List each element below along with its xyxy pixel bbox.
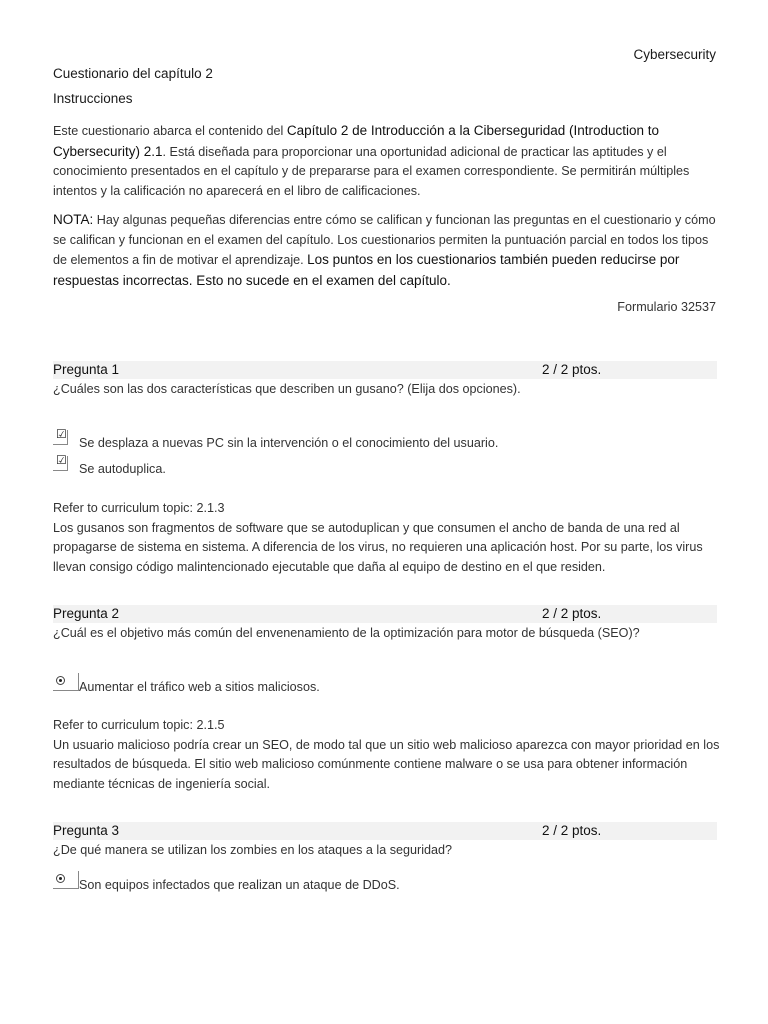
question-2-points: 2 / 2 ptos. — [542, 606, 602, 621]
radio-button[interactable] — [53, 673, 79, 691]
radio-button[interactable] — [53, 871, 79, 889]
question-1-topic: Refer to curriculum topic: 2.1.3 — [53, 501, 225, 515]
question-2-explanation: Un usuario malicioso podría crear un SEO, de modo tal que un sitio web malicioso aparezca con mayor prioridad en los resultados de búsqueda. El sitio web malicioso comúnmente contiene malware o se usa para obtener información mediante técnicas de ingeniería social. — [53, 737, 720, 791]
option-text: Aumentar el tráfico web a sitios maliciosos. — [79, 680, 320, 694]
question-2-feedback — [53, 716, 723, 794]
question-3-text: ¿De qué manera se utilizan los zombies en los ataques a la seguridad? — [53, 843, 453, 857]
question-3-label: Pregunta 3 — [53, 823, 120, 838]
option-text: Se autoduplica. — [79, 462, 166, 476]
question-2-label: Pregunta 2 — [53, 606, 120, 621]
question-3-header — [53, 822, 717, 840]
question-3-points: 2 / 2 ptos. — [542, 823, 602, 838]
question-1-points: 2 / 2 ptos. — [542, 362, 602, 377]
question-1-feedback — [53, 499, 723, 577]
checkbox[interactable] — [53, 427, 68, 445]
checkbox[interactable] — [53, 453, 68, 471]
question-1-header — [53, 361, 717, 379]
question-2-header — [53, 605, 717, 623]
option-text: Son equipos infectados que realizan un ataque de DDoS. — [79, 878, 400, 892]
option-text: Se desplaza a nuevas PC sin la intervención o el conocimiento del usuario. — [79, 436, 499, 450]
instructions-heading: Instrucciones — [53, 91, 133, 106]
radio-selected-icon — [56, 676, 65, 685]
page-title: Cuestionario del capítulo 2 — [53, 66, 213, 81]
question-2-text: ¿Cuál es el objetivo más común del envenenamiento de la optimización para motor de búsqueda (SEO)? — [53, 626, 640, 640]
question-1-text: ¿Cuáles son las dos características que describen un gusano? (Elija dos opciones). — [53, 382, 521, 396]
header-subject: Cybersecurity — [633, 47, 716, 62]
form-id: Formulario 32537 — [617, 300, 716, 314]
nota-text: Hay algunas pequeñas diferencias entre cómo se califican y funcionan las preguntas en el cuestionario y cómo se califican y funcionan en el examen del capítulo. Los cuestionarios permiten la puntuación parcial en todos los tipos de elementos a fin de motivar el aprendizaje. — [53, 213, 716, 267]
intro-text-2: . Está diseñada para proporcionar una oportunidad adicional de practicar las aptitudes y el conocimiento presentados en el capítulo y de prepararse para el examen correspondiente. Se permitirán múltiples intentos y la calificación no aparecerá en el libro de calificaciones. — [53, 144, 690, 198]
nota-label: NOTA: — [53, 212, 94, 227]
radio-selected-icon — [56, 874, 65, 883]
nota-paragraph — [53, 210, 721, 291]
intro-text-1: Este cuestionario abarca el contenido del — [53, 124, 287, 138]
intro-course-name: Capítulo 2 de Introducción a la Ciberseguridad (Introduction to Cybersecurity) 2.1 — [53, 123, 660, 159]
question-1-label: Pregunta 1 — [53, 362, 120, 377]
nota-bold-text: Los puntos en los cuestionarios también pueden reducirse por respuestas incorrectas. Esto no sucede en el examen del capítulo. — [53, 252, 680, 288]
question-1-explanation: Los gusanos son fragmentos de software que se autoduplican y que consumen el ancho de banda de una red al propagarse de sistema en sistema. A diferencia de los virus, no requieren una aplicación host. Por su parte, los virus llevan consigo código malintencionado ejecutable que daña al equipo de destino en el que residen. — [53, 520, 703, 574]
question-2-topic: Refer to curriculum topic: 2.1.5 — [53, 718, 225, 732]
checkmark-icon: ☑ — [56, 453, 67, 467]
intro-paragraph — [53, 121, 721, 201]
checkmark-icon: ☑ — [56, 427, 67, 441]
